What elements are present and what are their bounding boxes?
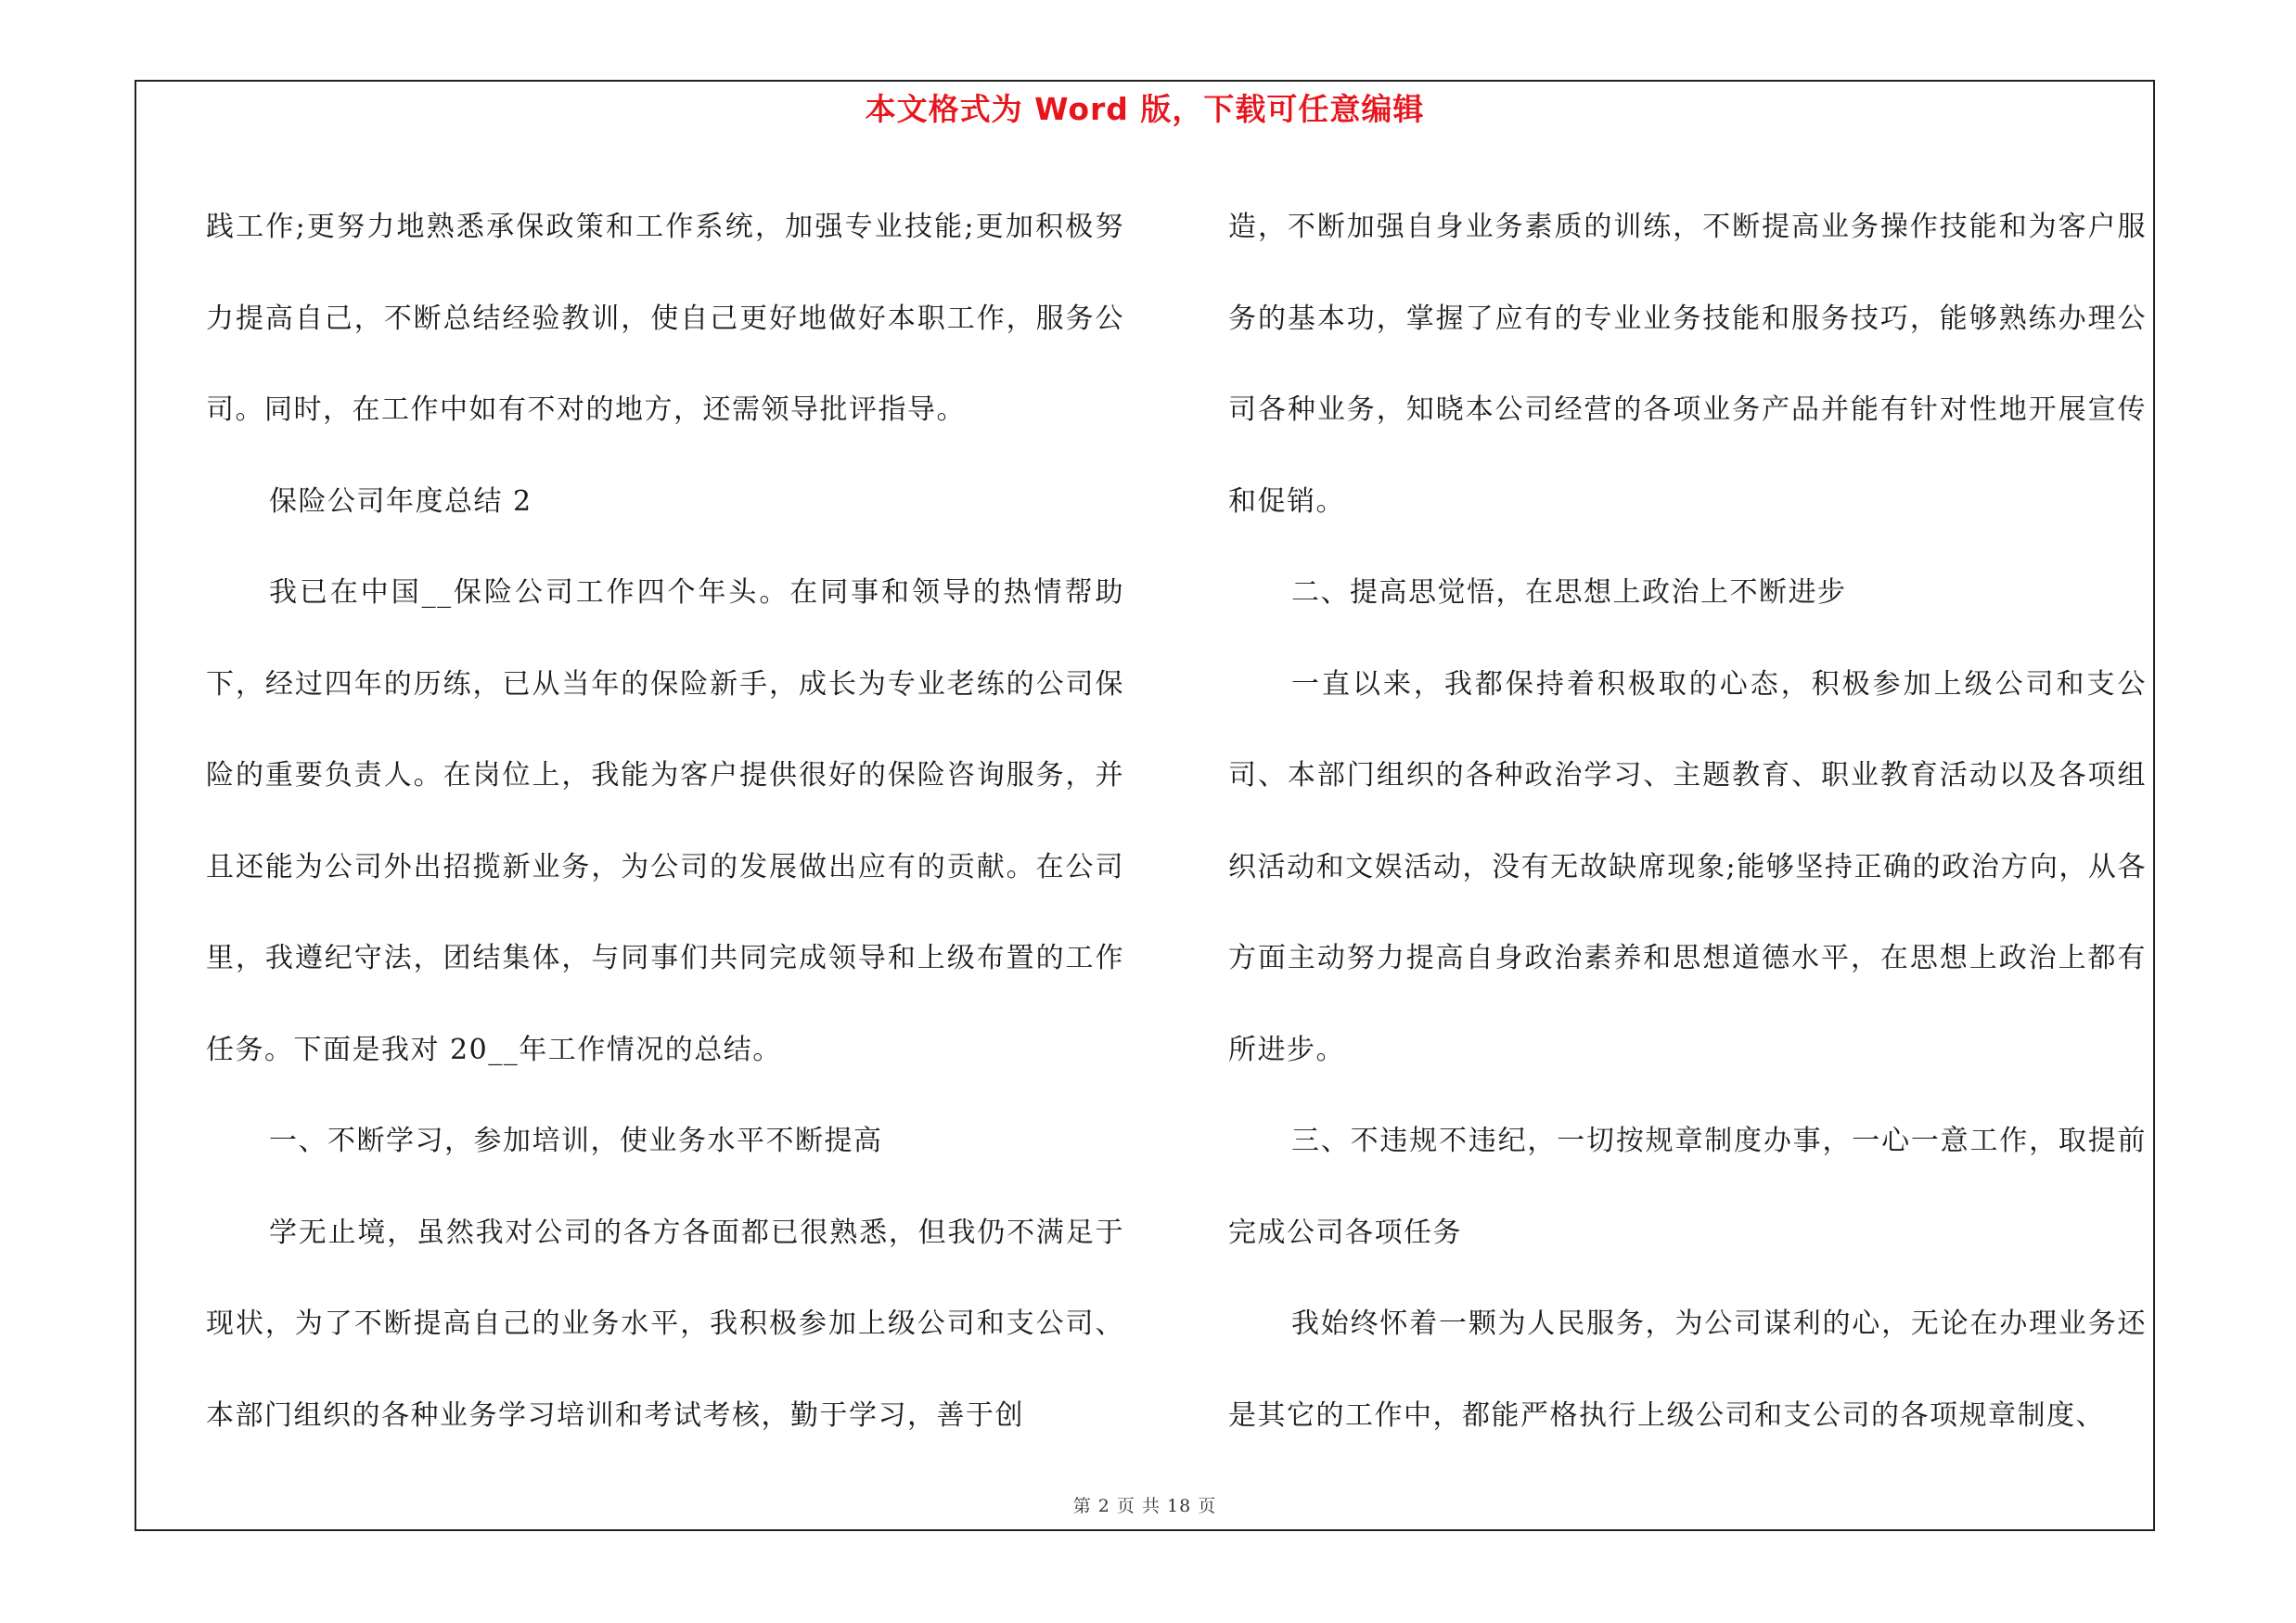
section-heading-3: 三、不违规不违纪，一切按规章制度办事，一心一意工作，取提前完成公司各项任务 (1228, 1125, 2147, 1249)
section-title: 保险公司年度总结 2 (269, 484, 532, 518)
paragraph-service: 我始终怀着一颗为人民服务，为公司谋利的心，无论在办理业务还是其它的工作中，都能严格执行上级公司和支公司的各项规章制度、 (1228, 1307, 2147, 1432)
paragraph-continued-right: 造，不断加强自身业务素质的训练，不断提高业务操作技能和为客户服务的基本功，掌握了应有的专业业务技能和服务技巧，能够熟练办理公司各种业务，知晓本公司经营的各项业务产品并能有针对性地开展宣传和促销。 (1228, 211, 2147, 518)
section-heading-1: 一、不断学习，参加培训，使业务水平不断提高 (269, 1125, 883, 1157)
section-heading-2: 二、提高思觉悟，在思想上政治上不断进步 (1291, 576, 1847, 609)
paragraph-continued: 践工作;更努力地熟悉承保政策和工作系统，加强专业技能;更加积极努力提高自己，不断总结经验教训，使自己更好地做好本职工作，服务公司。同时，在工作中如有不对的地方，还需领导批评指导。 (206, 211, 1124, 426)
right-text-column (1228, 182, 2147, 1462)
paragraph-politics: 一直以来，我都保持着积极取的心态，积极参加上级公司和支公司、本部门组织的各种政治学习、主题教育、职业教育活动以及各项组织活动和文娱活动，没有无故缺席现象;能够坚持正确的政治方向，从各方面主动努力提高自身政治素养和思想道德水平，在思想上政治上都有所进步。 (1228, 667, 2147, 1066)
left-text-column (206, 182, 1124, 1462)
page-number-footer: 第 2 页 共 18 页 (1072, 1496, 1217, 1516)
paragraph-study: 学无止境，虽然我对公司的各方各面都已很熟悉，但我仍不满足于现状，为了不断提高自己的业务水平，我积极参加上级公司和支公司、本部门组织的各种业务学习培训和考试考核，勤于学习，善于创 (206, 1216, 1124, 1432)
paragraph-intro: 我已在中国__保险公司工作四个年头。在同事和领导的热情帮助下，经过四年的历练，已从当年的保险新手，成长为专业老练的公司保险的重要负责人。在岗位上，我能为客户提供很好的保险咨询服务，并且还能为公司外出招揽新业务，为公司的发展做出应有的贡献。在公司里，我遵纪守法，团结集体，与同事们共同完成领导和上级布置的工作任务。下面是我对 20__年工作情况的总结。 (206, 576, 1124, 1066)
document-header-banner: 本文格式为 Word 版，下载可任意编辑 (865, 91, 1425, 127)
